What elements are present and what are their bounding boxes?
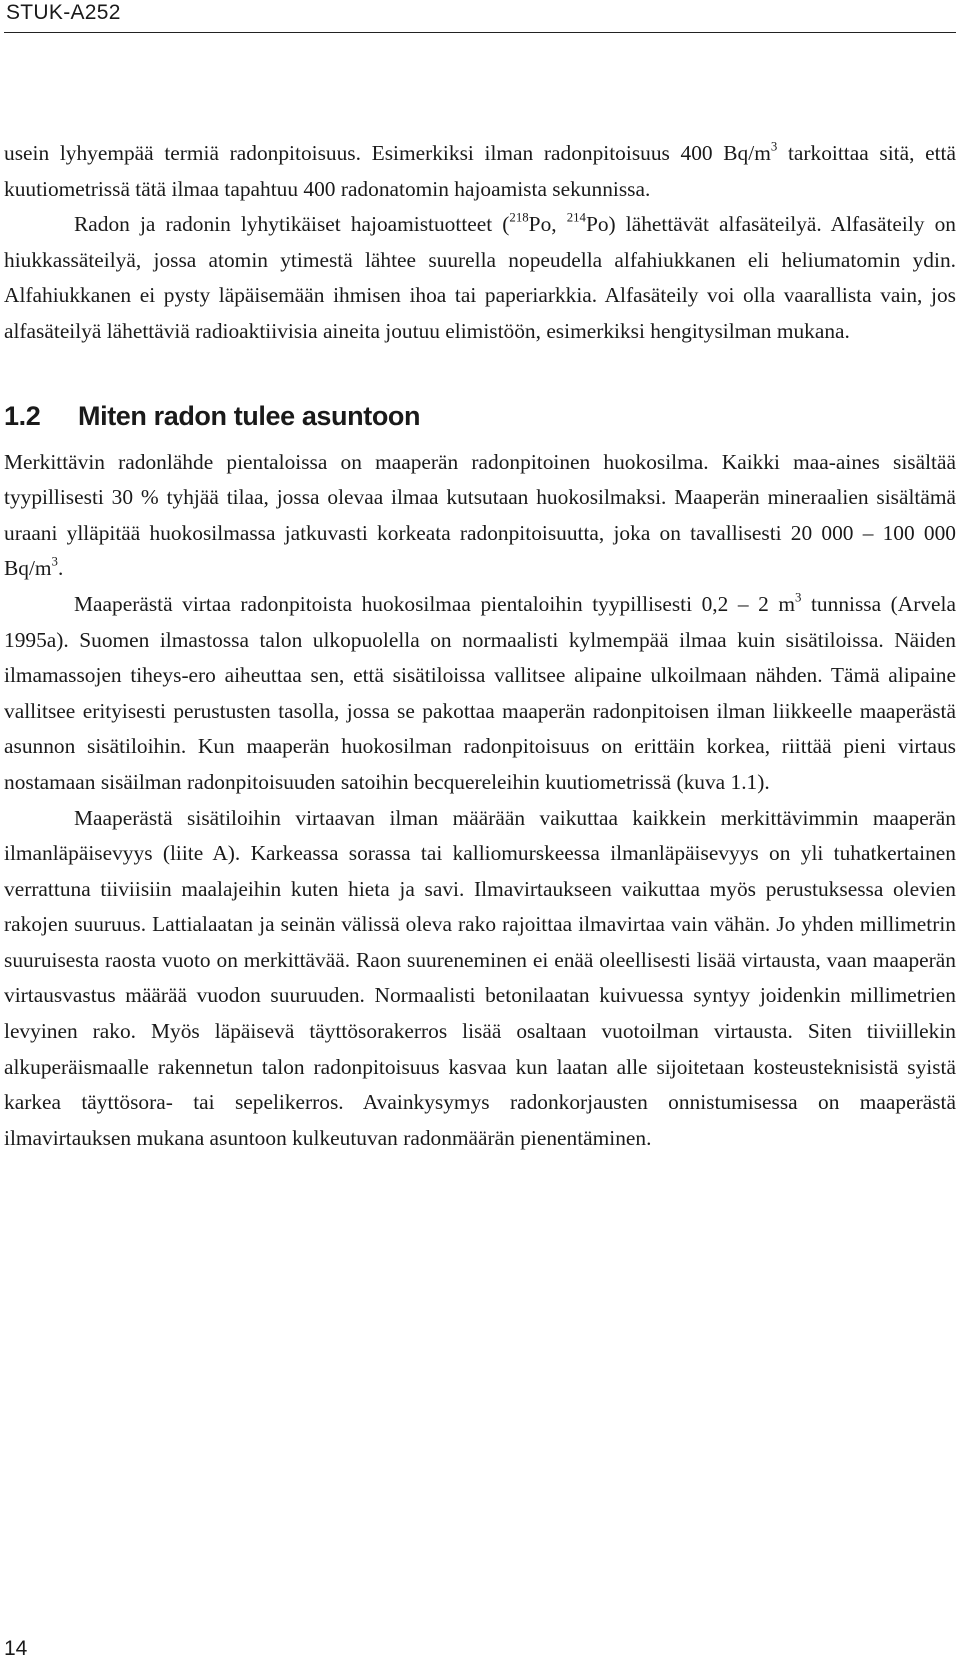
- paragraph-alpha-radiation: Radon ja radonin lyhytikäiset hajoamistuotteet ($^{218}$Po, $^{214}$Po) lähettävät alfasäteilyä. Alfasäteily on hiukkassäteilyä, jossa atomin ytimestä lähtee suurella nopeudella alfahiukkanen eli heliumatomin ydin. Alfahiukkanen ei pysty läpäisemään ihmisen ihoa tai paperiarkkia. Alfasäteily voi olla vaarallista vain, jos alfasäteilyä lähettäviä radioaktiivisia aineita joutuu elimistöön, esimerkiksi hengitysilman mukana.: [4, 210, 956, 343]
- section-number: 1.2: [4, 400, 41, 431]
- running-header: [4, 0, 956, 33]
- paragraph-soil-gas: Merkittävin radonlähde pientaloissa on maaperän radonpitoinen huokosilma. Kaikki maa-aines sisältää tyypillisesti 30 % tyhjää tilaa, jossa olevaa ilmaa kutsutaan huokosilmaksi. Maaperän mineraalien sisältämä uraani ylläpitää huokosilmassa jatkuvasti korkeata radonpitoisuutta, joka on tavallisesti 20 000 – 100 000 $Bq/m^3$.: [4, 449, 956, 581]
- document-code: STUK-A252: [6, 1, 121, 24]
- page-body: [4, 136, 956, 1156]
- paragraph-permeability: Maaperästä sisätiloihin virtaavan ilman määrään vaikuttaa kaikkein merkittävimmin maaperän ilmanläpäisevyys (liite A). Karkeassa sorassa tai kalliomurskeessa ilmanläpäisevyys on yli tuhatkertainen verrattuna tiiviisiin maalajeihin kuten hieta ja savi. Ilmavirtaukseen vaikuttaa myös perustuksessa olevien rakojen suuruus. Lattialaatan ja seinän välissä oleva rako rajoittaa ilmavirtaa vain vähän. Jo yhden millimetrin suuruisesta raosta vuoto on merkittävää. Raon suureneminen ei enää oleellisesti lisää virtausta, vaan maaperän virtausvastus määrää vuodon suuruuden. Normaalisti betonilaatan kuivuessa syntyy joidenkin millimetrien levyinen rako. Myös läpäisevä täyttösorakerros lisää osaltaan vuotoilman virtausta. Siten tiiviillekin alkuperäismaalle rakennetun talon radonpitoisuus kasvaa kun laatan alle sijoitetaan kosteusteknisistä syistä karkea täyttösora- tai sepelikerros. Avainkysymys radonkorjausten onnistumisessa on maaperästä ilmavirtauksen mukana asuntoon kulkeutuvan radonmäärän pienentäminen.: [4, 805, 956, 1150]
- paragraph-air-flow: Maaperästä virtaa radonpitoista huokosilmaa pientaloihin tyypillisesti 0,2 – 2 $m^3$ tunnissa (Arvela 1995a). Suomen ilmastossa talon ulkopuolella on normaalisti kylmempää ilmaa kuin sisätiloissa. Näiden ilmamassojen tiheys-ero aiheuttaa sen, että sisätiloissa vallitsee alipaine ulkoilmaan nähden. Tämä alipaine vallitsee erityisesti perustusten tasolla, jossa se pakottaa maaperän radonpitoisen ilman liikkeelle maaperästä asunnon sisätiloihin. Kun maaperän huokosilman radonpitoisuus on erittäin korkea, riittää pieni virtaus nostamaan sisäilman radonpitoisuuden satoihin becquereleihin kuutiometrissä (kuva 1.1).: [4, 590, 956, 794]
- section-title: Miten radon tulee asuntoon: [78, 400, 421, 431]
- page-number: 14: [4, 1637, 28, 1660]
- paragraph-radon-concentration: usein lyhyempää termiä radonpitoisuus. Esimerkiksi ilman radonpitoisuus 400 $Bq/m^3$ tarkoittaa sitä, että kuutiometrissä tätä ilmaa tapahtuu 400 radonatomin hajoamista sekunnissa.: [4, 139, 956, 201]
- section-heading: [4, 387, 956, 445]
